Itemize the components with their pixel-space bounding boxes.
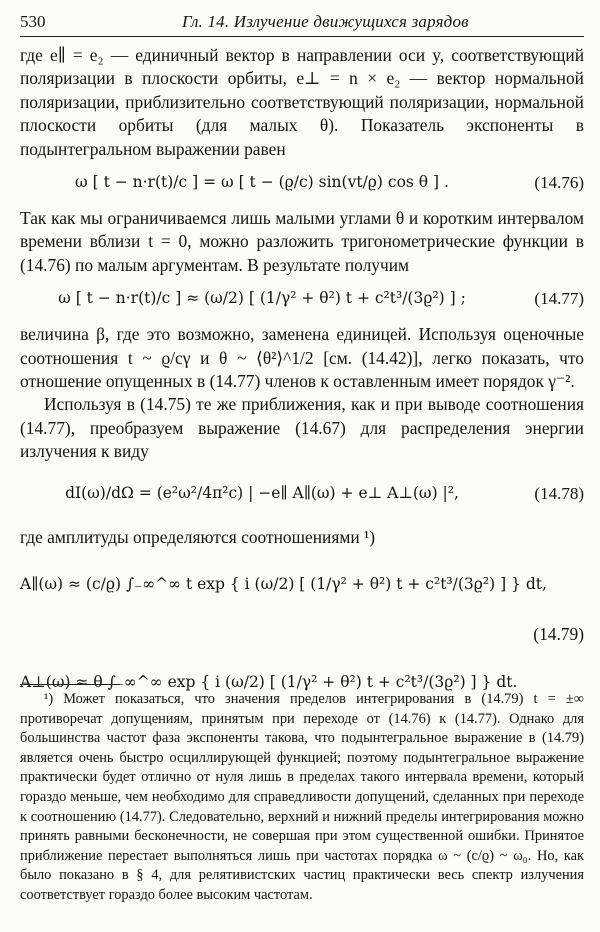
equation-formula: A⊥(ω) ≈ θ ∫₋∞^∞ exp { i (ω/2) [ (1/γ² + θ²) t + c²t³/(3ϱ²) ] } dt. [20,673,518,692]
main-text [20,44,584,721]
page-header [20,8,584,34]
equation-14-76 [20,161,584,207]
running-title: Гл. 14. Излучение движущихся зарядов [182,12,469,31]
footnote [20,690,584,906]
equation-14-77 [20,277,584,323]
equation-formula: ω [ t − n·r(t)/c ] = ω [ t − (ϱ/c) sin(vt/ϱ) cos θ ] . [75,173,449,192]
paragraph-amplitudes: где амплитуды определяются соотношениями ¹) [20,526,375,547]
equation-formula: dI(ω)/dΩ = (e²ω²/4π²c) | −e∥ A∥(ω) + e⊥ A⊥(ω) |², [65,483,459,502]
equation-formula: ω [ t − n·r(t)/c ] ≈ (ω/2) [ (1/γ² + θ²) t + c²t³/(3ϱ²) ] ; [58,289,466,308]
equation-number: (14.79) [533,624,584,645]
equation-14-79-parallel [20,549,584,623]
equation-number: (14.77) [534,289,584,309]
paragraph-expansion: Так как мы ограничиваемся лишь малыми углами θ и коротким интервалом времени вблизи t = 0, можно разложить тригонометрические функции в (14.76) по малым аргументам. В результате получим [20,208,584,275]
footnote-rule [20,684,120,685]
header-rule [20,36,584,37]
equation-number: (14.78) [534,483,584,503]
page-number: 530 [20,12,46,31]
paragraph-transform: Используя в (14.75) те же приближения, как и при выводе соотношения (14.77), преобразуем выражение (14.67) для распределения энергии излучения к виду [20,394,584,462]
paragraph-polarization-vectors: где e∥ = e₂ — единичный вектор в направлении оси y, соответствующий поляризации в плоскости орбиты, e⊥ = n × e₂ — вектор нормальной поляризации, приблизительно соответствующий поляризации, нормальной плоскости орбиты (для малых θ). Показатель экспоненты в подынтегральном выражении равен [20,45,584,159]
equation-14-78 [20,464,584,526]
paragraph-estimate: величина β, где это возможно, заменена единицей. Используя оценочные соотношения t ~ ϱ/cγ и θ ~ ⟨θ²⟩^1/2 [см. (14.42)], легко показать, что отношение опущенных в (14.77) членов к оставленным имеет порядок γ⁻². [20,324,584,392]
equation-formula: A∥(ω) ≈ (c/ϱ) ∫₋∞^∞ t exp { i (ω/2) [ (1/γ² + θ²) t + c²t³/(3ϱ²) ] } dt, [20,575,547,594]
equation-number: (14.76) [534,173,584,193]
footnote-text: ¹) Может показаться, что значения пределов интегрирования в (14.79) t = ±∞ противоречат допущениям, принятым при переходе от (14.76) к (14.77). Однако для большинства частот фаза экспоненты такова, что подынтегральное выражение в (14.79) является очень быстро осциллирующей функцией; поэтому подынтегральное выражение практически будет отлично от нуля лишь в пределах такого интервала времени, который гораздо меньше, чем необходимо для справедливости допущений, сделанных при переходе к соотношению (14.77). Следовательно, верхний и нижний пределы интегрирования можно принять равными бесконечности, не совершая при этом существенной ошибки. Принятое приближение перестает выполняться лишь при частотах порядка ω ~ (c/ϱ) ~ ω₀. Но, как было показано в § 4, для релятивистских частиц практически весь спектр излучения соответствует гораздо более высоким частотам. [20,691,584,903]
